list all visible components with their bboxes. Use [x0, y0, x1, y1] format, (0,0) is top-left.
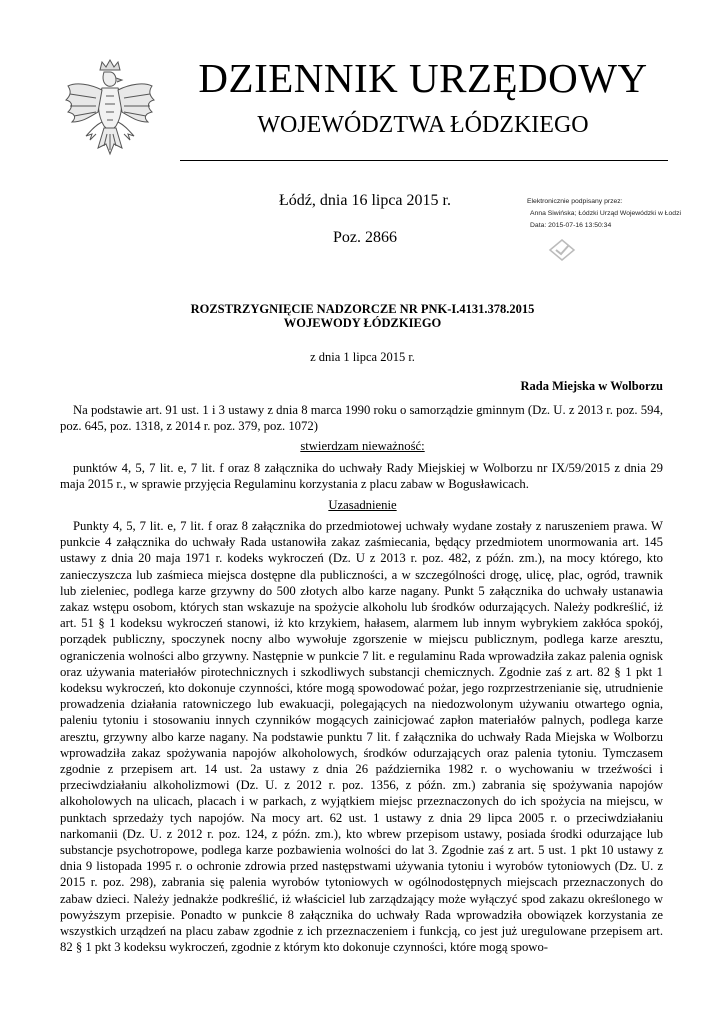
- document-title: [60, 302, 665, 330]
- decision-heading: stwierdzam nieważność:: [300, 439, 425, 453]
- document-title-line-2: WOJEWODY ŁÓDZKIEGO: [283, 316, 442, 330]
- document-title-line-1: ROZSTRZYGNIĘCIE NADZORCZE NR PNK-I.4131.378.2015: [190, 302, 535, 316]
- white-eagle-emblem-icon: [62, 56, 158, 166]
- signature-signer: Anna Siwińska; Łódzki Urząd Wojewódzki w Łodzi: [530, 210, 681, 217]
- reasoning-text: Punkty 4, 5, 7 lit. e, 7 lit. f oraz 8 załącznika do przedmiotowej uchwały wydane zostały z naruszeniem prawa. W punkcie 4 załącznika do uchwały Rada ustanowiła zakaz zaśmiecania, będący przedmiotem unormowania art. 145 ustawy z dnia 20 maja 1971 r. kodeks wykroczeń (Dz. U z 2013 r. poz. 482, z późn. zm.), na mocy którego, kto zanieczyszcza lub zaśmieca miejsca dostępne dla publiczności, a w szczególności drogę, ulicę, plac, ogród, trawnik lub zieleniec, podlega karze grzywny do 500 złotych albo karze nagany. Punkt 5 załącznika do uchwały ustanawia zakaz wstępu osobom, których stan wskazuje na spożycie alkoholu lub środków odurzających. Należy podkreślić, iż art. 51 § 1 kodeksu wykroczeń stanowi, iż kto krzykiem, hałasem, alarmem lub innym wybrykiem zakłóca spokój, porządek publiczny, spoczynek nocny albo wywołuje zgorszenie w miejscu publicznym, podlega karze aresztu, ograniczenia wolności albo grzywny. Następnie w punkcie 7 lit. e regulaminu Rada wprowadziła zakaz palenia ognisk oraz używania materiałów pirotechnicznych i szkodliwych substancji chemicznych. Zgodnie zaś z art. 82 § 1 pkt 1 kodeksu wykroczeń, kto dokonuje czynności, które mogą spowodować pożar, jego rozprzestrzenianie się, utrudnienie prowadzenia działania ratowniczego lub ewakuacji, polegających na niedozwolonym używaniu otwartego ognia, paleniu tytoniu i stosowaniu innych czynników mogących zainicjować zapłon materiałów palnych, podlega karze aresztu, grzywny albo karze nagany. Na podstawie punktu 7 lit. f załącznika do uchwały Rada Miejska w Wolborzu wprowadziła zakaz spożywania napojów alkoholowych, środków odurzających oraz palenia tytoniu. Tymczasem zgodnie z przepisem art. 14 ust. 2a ustawy z dnia 26 października 1982 r. o wychowaniu w trzeźwości i przeciwdziałaniu alkoholizmowi (Dz. U. z 2012 r. poz. 1356, z późn. zm.) zabrania się spożywania napojów alkoholowych na ulicach, placach i w parkach, z wyjątkiem miejsc przeznaczonych do ich spożycia na miejscu, w punktach sprzedaży tych napojów. Na mocy art. 62 ust. 1 ustawy z dnia 29 lipca 2005 r. o przeciwdziałaniu narkomanii (Dz. U. z 2012 r. poz. 124, z późn. zm.), kto wbrew przepisom ustawy, posiada środki odurzające lub substancje psychotropowe, podlega karze pozbawienia wolności do lat 3. Zgodnie zaś z art. 5 ust. 1 pkt 10 ustawy z dnia 9 listopada 1995 r. o ochronie zdrowia przed następstwami używania tytoniu i wyrobów tytoniowych (Dz. U. z 2015 r. poz. 298), zabrania się palenia wyrobów tytoniowych w ogólnodostępnych miejscach przeznaczonych do zabaw dzieci. Należy jednakże podkreślić, iż właściciel lub zarządzający może wyłączyć spod zakazu określonego w powyższym przepisie. Ponadto w punkcie 8 załącznika do uchwały Rada wprowadziła obowiązek korzystania ze wszystkich urządzeń na placu zabaw zgodnie z ich przeznaczeniem i funkcją, co jest już uregulowane przepisem art. 82 § 1 pkt 3 kodeksu wykroczeń, zgodnie z którym kto dokonuje czynności, które mogą spowo-: [60, 519, 663, 955]
- masthead-divider: [180, 160, 668, 161]
- legal-basis-text: Na podstawie art. 91 ust. 1 i 3 ustawy z dnia 8 marca 1990 roku o samorządzie gminnym (Dz. U. z 2013 r. poz. 594, poz. 645, poz. 1318, z 2014 r. poz. 379, poz. 1072): [60, 403, 663, 434]
- reasoning-heading: Uzasadnienie: [328, 498, 397, 512]
- masthead-title: DZIENNIK URZĘDOWY: [198, 55, 648, 101]
- signature-check-icon: [548, 238, 576, 262]
- reasoning-paragraph: [60, 518, 663, 955]
- signature-label: Elektronicznie podpisany przez:: [527, 198, 623, 205]
- signature-date: Data: 2015-07-16 13:50:34: [530, 222, 612, 229]
- document-date: z dnia 1 lipca 2015 r.: [310, 350, 415, 364]
- masthead-subtitle: WOJEWÓDZTWA ŁÓDZKIEGO: [257, 112, 589, 138]
- legal-basis-paragraph: [60, 402, 663, 434]
- position-number: Poz. 2866: [333, 229, 397, 246]
- publication-place-date: Łódź, dnia 16 lipca 2015 r.: [279, 192, 451, 209]
- decision-paragraph: [60, 460, 663, 492]
- decision-text: punktów 4, 5, 7 lit. e, 7 lit. f oraz 8 załącznika do uchwały Rady Miejskiej w Wolborzu nr IX/59/2015 z dnia 29 maja 2015 r., w sprawie przyjęcia Regulaminu korzystania z placu zabaw w Bogusławicach.: [60, 461, 663, 492]
- addressee: Rada Miejska w Wolborzu: [520, 379, 663, 393]
